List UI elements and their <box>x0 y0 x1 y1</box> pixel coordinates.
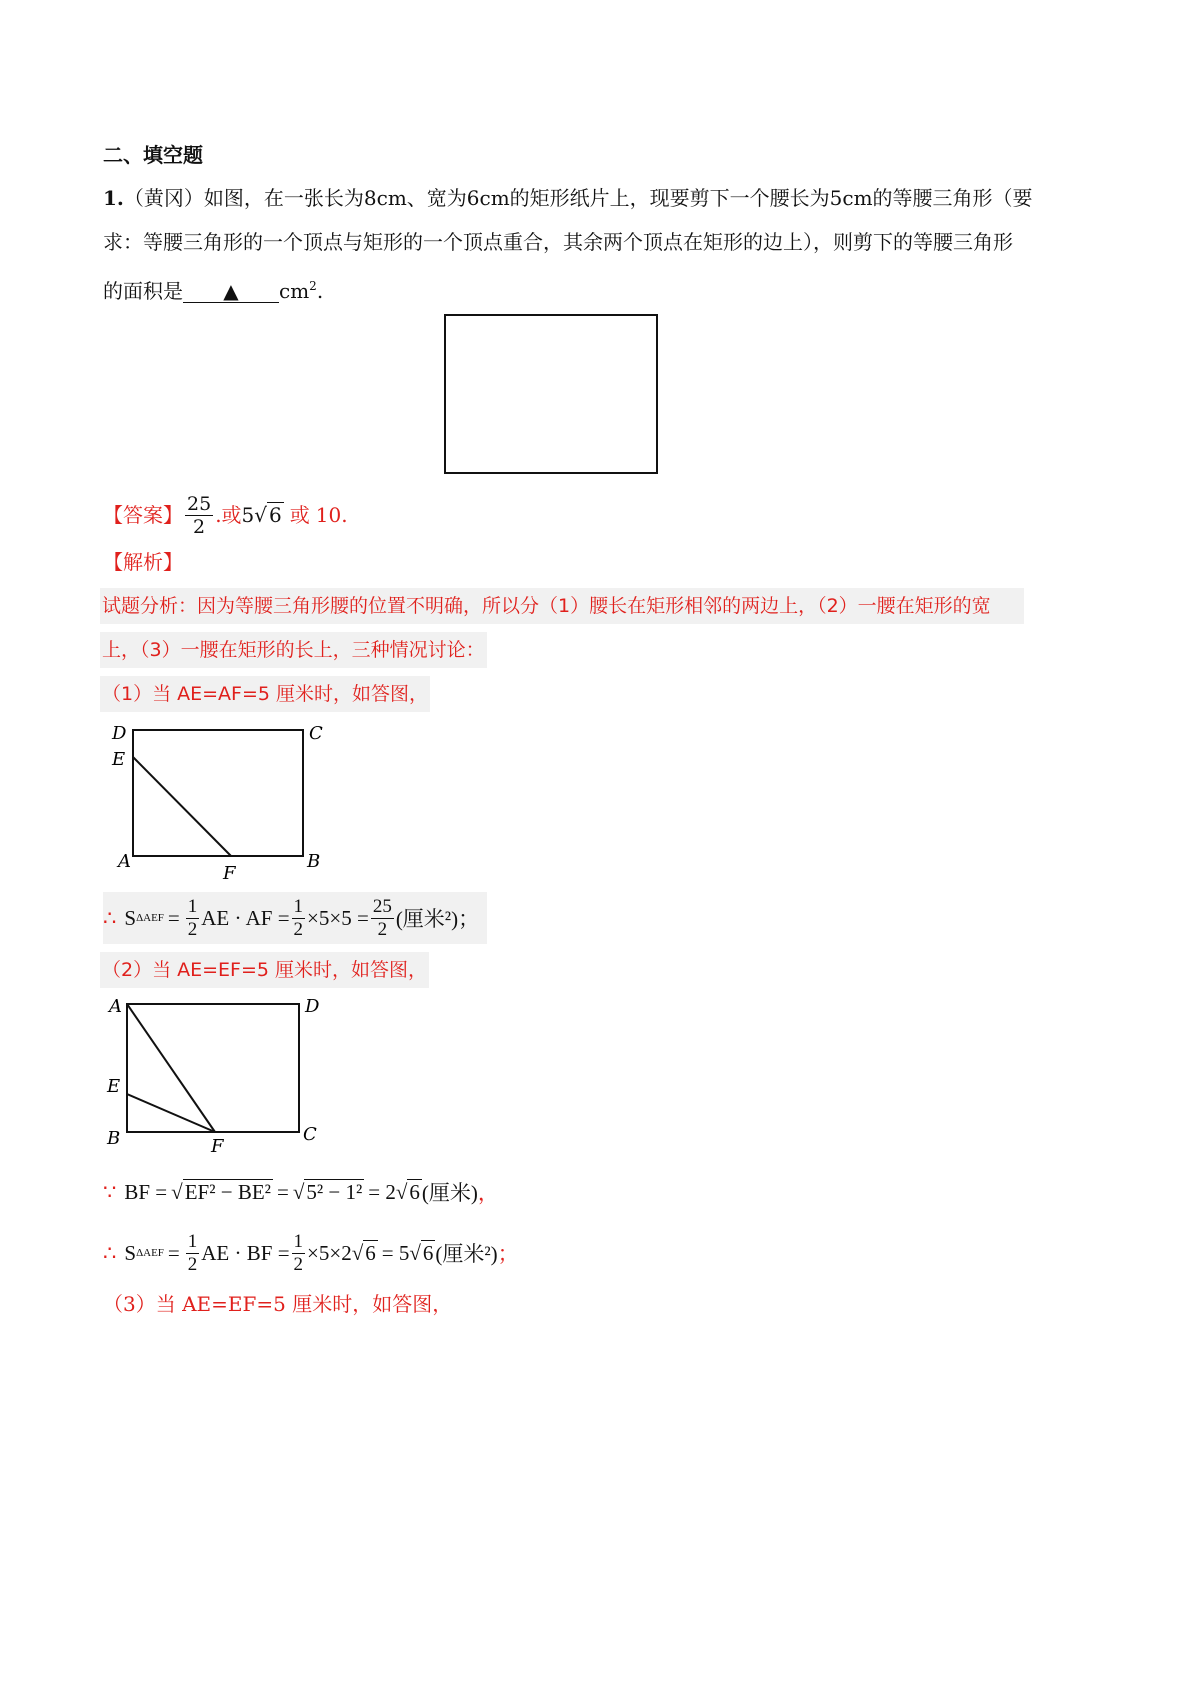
answer-radical: 5√ 6 <box>241 503 282 527</box>
case-2-rectangle <box>127 1004 299 1132</box>
analysis-line-2: 上，（3）一腰在矩形的长上，三种情况讨论： <box>100 632 487 668</box>
label-A: A <box>109 996 122 1017</box>
case-2-heading: （2）当 AE=EF=5 厘米时，如答图， <box>100 952 429 988</box>
label-F: F <box>223 863 236 884</box>
formula-1: ∴ S ΔAEF = $\frac{1}{2}$ AE · AF = $\frac{1}{2}$ ×5×5 = $\frac{25}{2}$ (厘米²)； <box>103 892 487 944</box>
label-C: C <box>309 723 323 744</box>
label-E: E <box>112 749 126 770</box>
label-E: E <box>107 1076 121 1097</box>
case-1-segment-ef <box>133 757 231 856</box>
answer-label: 【答案】 <box>103 503 183 527</box>
label-F: F <box>211 1136 224 1157</box>
rectangle-shape <box>445 315 657 473</box>
case-2-figure <box>103 992 333 1162</box>
question-text-1: （黄冈）如图，在一张长为8cm、宽为6cm的矩形纸片上，现要剪下一个腰长为5cm的等腰三角形（要 <box>123 186 1033 210</box>
question-line-3: 的面积是 ▲ $cm^2$. <box>103 279 324 303</box>
label-A: A <box>118 851 131 872</box>
formula-3: ∴ S ΔAEF = $\frac{1}{2}$ AE · BF = $\frac{1}{2}$ ×5×2 √6 = 5 √6 (厘米²) ； <box>103 1230 519 1275</box>
analysis-line-1: 试题分析：因为等腰三角形腰的位置不明确，所以分（1）腰长在矩形相邻的两边上，（2）一腰在矩形的宽 <box>100 588 1024 624</box>
label-D: D <box>305 996 320 1017</box>
case-1-heading: （1）当 AE=AF=5 厘米时，如答图， <box>100 676 430 712</box>
label-B: B <box>107 1128 121 1149</box>
answer-line: 【答案】 $\frac{25}{2}$ .或 5√ 6 或 10. <box>103 492 348 538</box>
question-number: 1. <box>103 186 124 210</box>
label-C: C <box>303 1124 317 1145</box>
case-3-heading: （3）当 AE=EF=5 厘米时，如答图， <box>103 1292 453 1316</box>
answer-fraction: $\frac{25}{2}$ <box>187 492 212 538</box>
label-B: B <box>307 851 321 872</box>
analysis-label: 【解析】 <box>103 550 183 574</box>
answer-blank: ▲ <box>183 280 279 303</box>
section-heading: 二、填空题 <box>103 143 203 167</box>
case-1-figure <box>103 715 333 885</box>
question-text-3: 的面积是 <box>103 279 183 303</box>
question-rectangle-figure <box>440 310 664 480</box>
case-1-rectangle <box>133 730 303 856</box>
formula-2: ∵ BF = √EF² − BE² = √5² − 1² = 2 √6 (厘米) ， <box>103 1179 499 1205</box>
question-line-2: 求：等腰三角形的一个顶点与矩形的一个顶点重合，其余两个顶点在矩形的边上），则剪下的等腰三角形 <box>103 230 1013 254</box>
label-D: D <box>112 723 127 744</box>
question-line-1 <box>103 184 1033 212</box>
